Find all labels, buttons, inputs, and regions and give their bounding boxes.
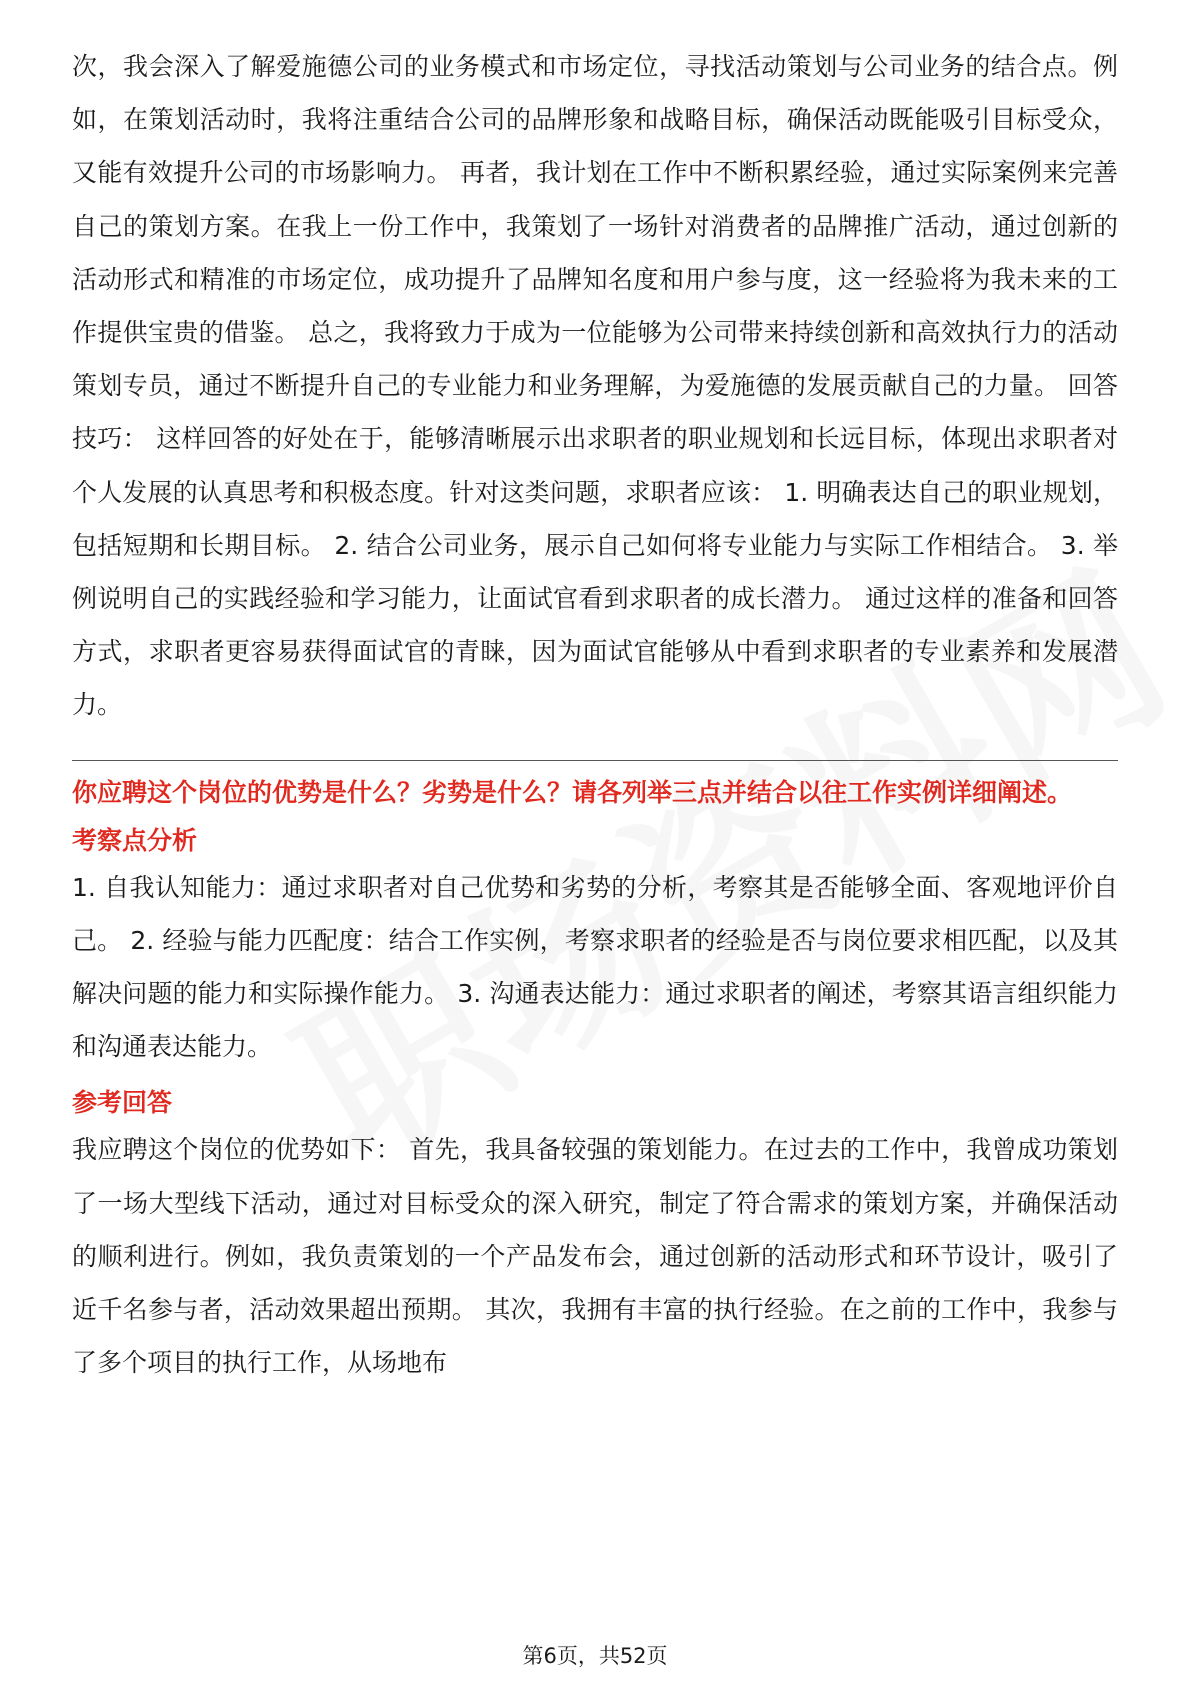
analysis-heading: 考察点分析 — [72, 825, 198, 855]
page-number: 第6页，共52页 — [522, 1644, 668, 1668]
section-divider — [72, 760, 1118, 761]
intro-paragraph: 次，我会深入了解爱施德公司的业务模式和市场定位，寻找活动策划与公司业务的结合点。例如，在策划活动时，我将注重结合公司的品牌形象和战略目标，确保活动既能吸引目标受众，又能有效提升公司的市场影响力。 再者，我计划在工作中不断积累经验，通过实际案例来完善自己的策划方案。在我上一份工作中，我策划了一场针对消费者的品牌推广活动，通过创新的活动形式和精准的市场定位，成功提升了品牌知名度和用户参与度，这一经验将为我未来的工作提供宝贵的借鉴。 总之，我将致力于成为一位能够为公司带来持续创新和高效执行力的活动策划专员，通过不断提升自己的专业能力和业务理解，为爱施德的发展贡献自己的力量。 回答技巧： 这样回答的好处在于，能够清晰展示出求职者的职业规划和长远目标，体现出求职者对个人发展的认真思考和积极态度。针对这类问题，求职者应该： 1. 明确表达自己的职业规划，包括短期和长期目标。 2. 结合公司业务，展示自己如何将专业能力与实际工作相结合。 3. 举例说明自己的实践经验和学习能力，让面试官看到求职者的成长潜力。 通过这样的准备和回答方式，求职者更容易获得面试官的青睐，因为面试官能够从中看到求职者的专业素养和发展潜力。 — [72, 52, 1118, 720]
document-page — [72, 40, 1118, 1389]
reference-paragraph: 我应聘这个岗位的优势如下： 首先，我具备较强的策划能力。在过去的工作中，我曾成功策划了一场大型线下活动，通过对目标受众的深入研究，制定了符合需求的策划方案，并确保活动的顺利进行。例如，我负责策划的一个产品发布会，通过创新的活动形式和环节设计，吸引了近千名参与者，活动效果超出预期。 其次，我拥有丰富的执行经验。在之前的工作中，我参与了多个项目的执行工作，从场地布 — [72, 1135, 1118, 1378]
reference-heading: 参考回答 — [72, 1088, 173, 1118]
analysis-paragraph: 1. 自我认知能力：通过求职者对自己优势和劣势的分析，考察其是否能够全面、客观地评价自己。 2. 经验与能力匹配度：结合工作实例，考察求职者的经验是否与岗位要求相匹配，以及其解决问题的能力和实际操作能力。 3. 沟通表达能力：通过求职者的阐述，考察其语言组织能力和沟通表达能力。 — [72, 872, 1118, 1062]
section-gap — [72, 1073, 1118, 1083]
question-heading: 你应聘这个岗位的优势是什么？劣势是什么？请各列举三点并结合以往工作实例详细阐述。 — [72, 777, 1073, 807]
